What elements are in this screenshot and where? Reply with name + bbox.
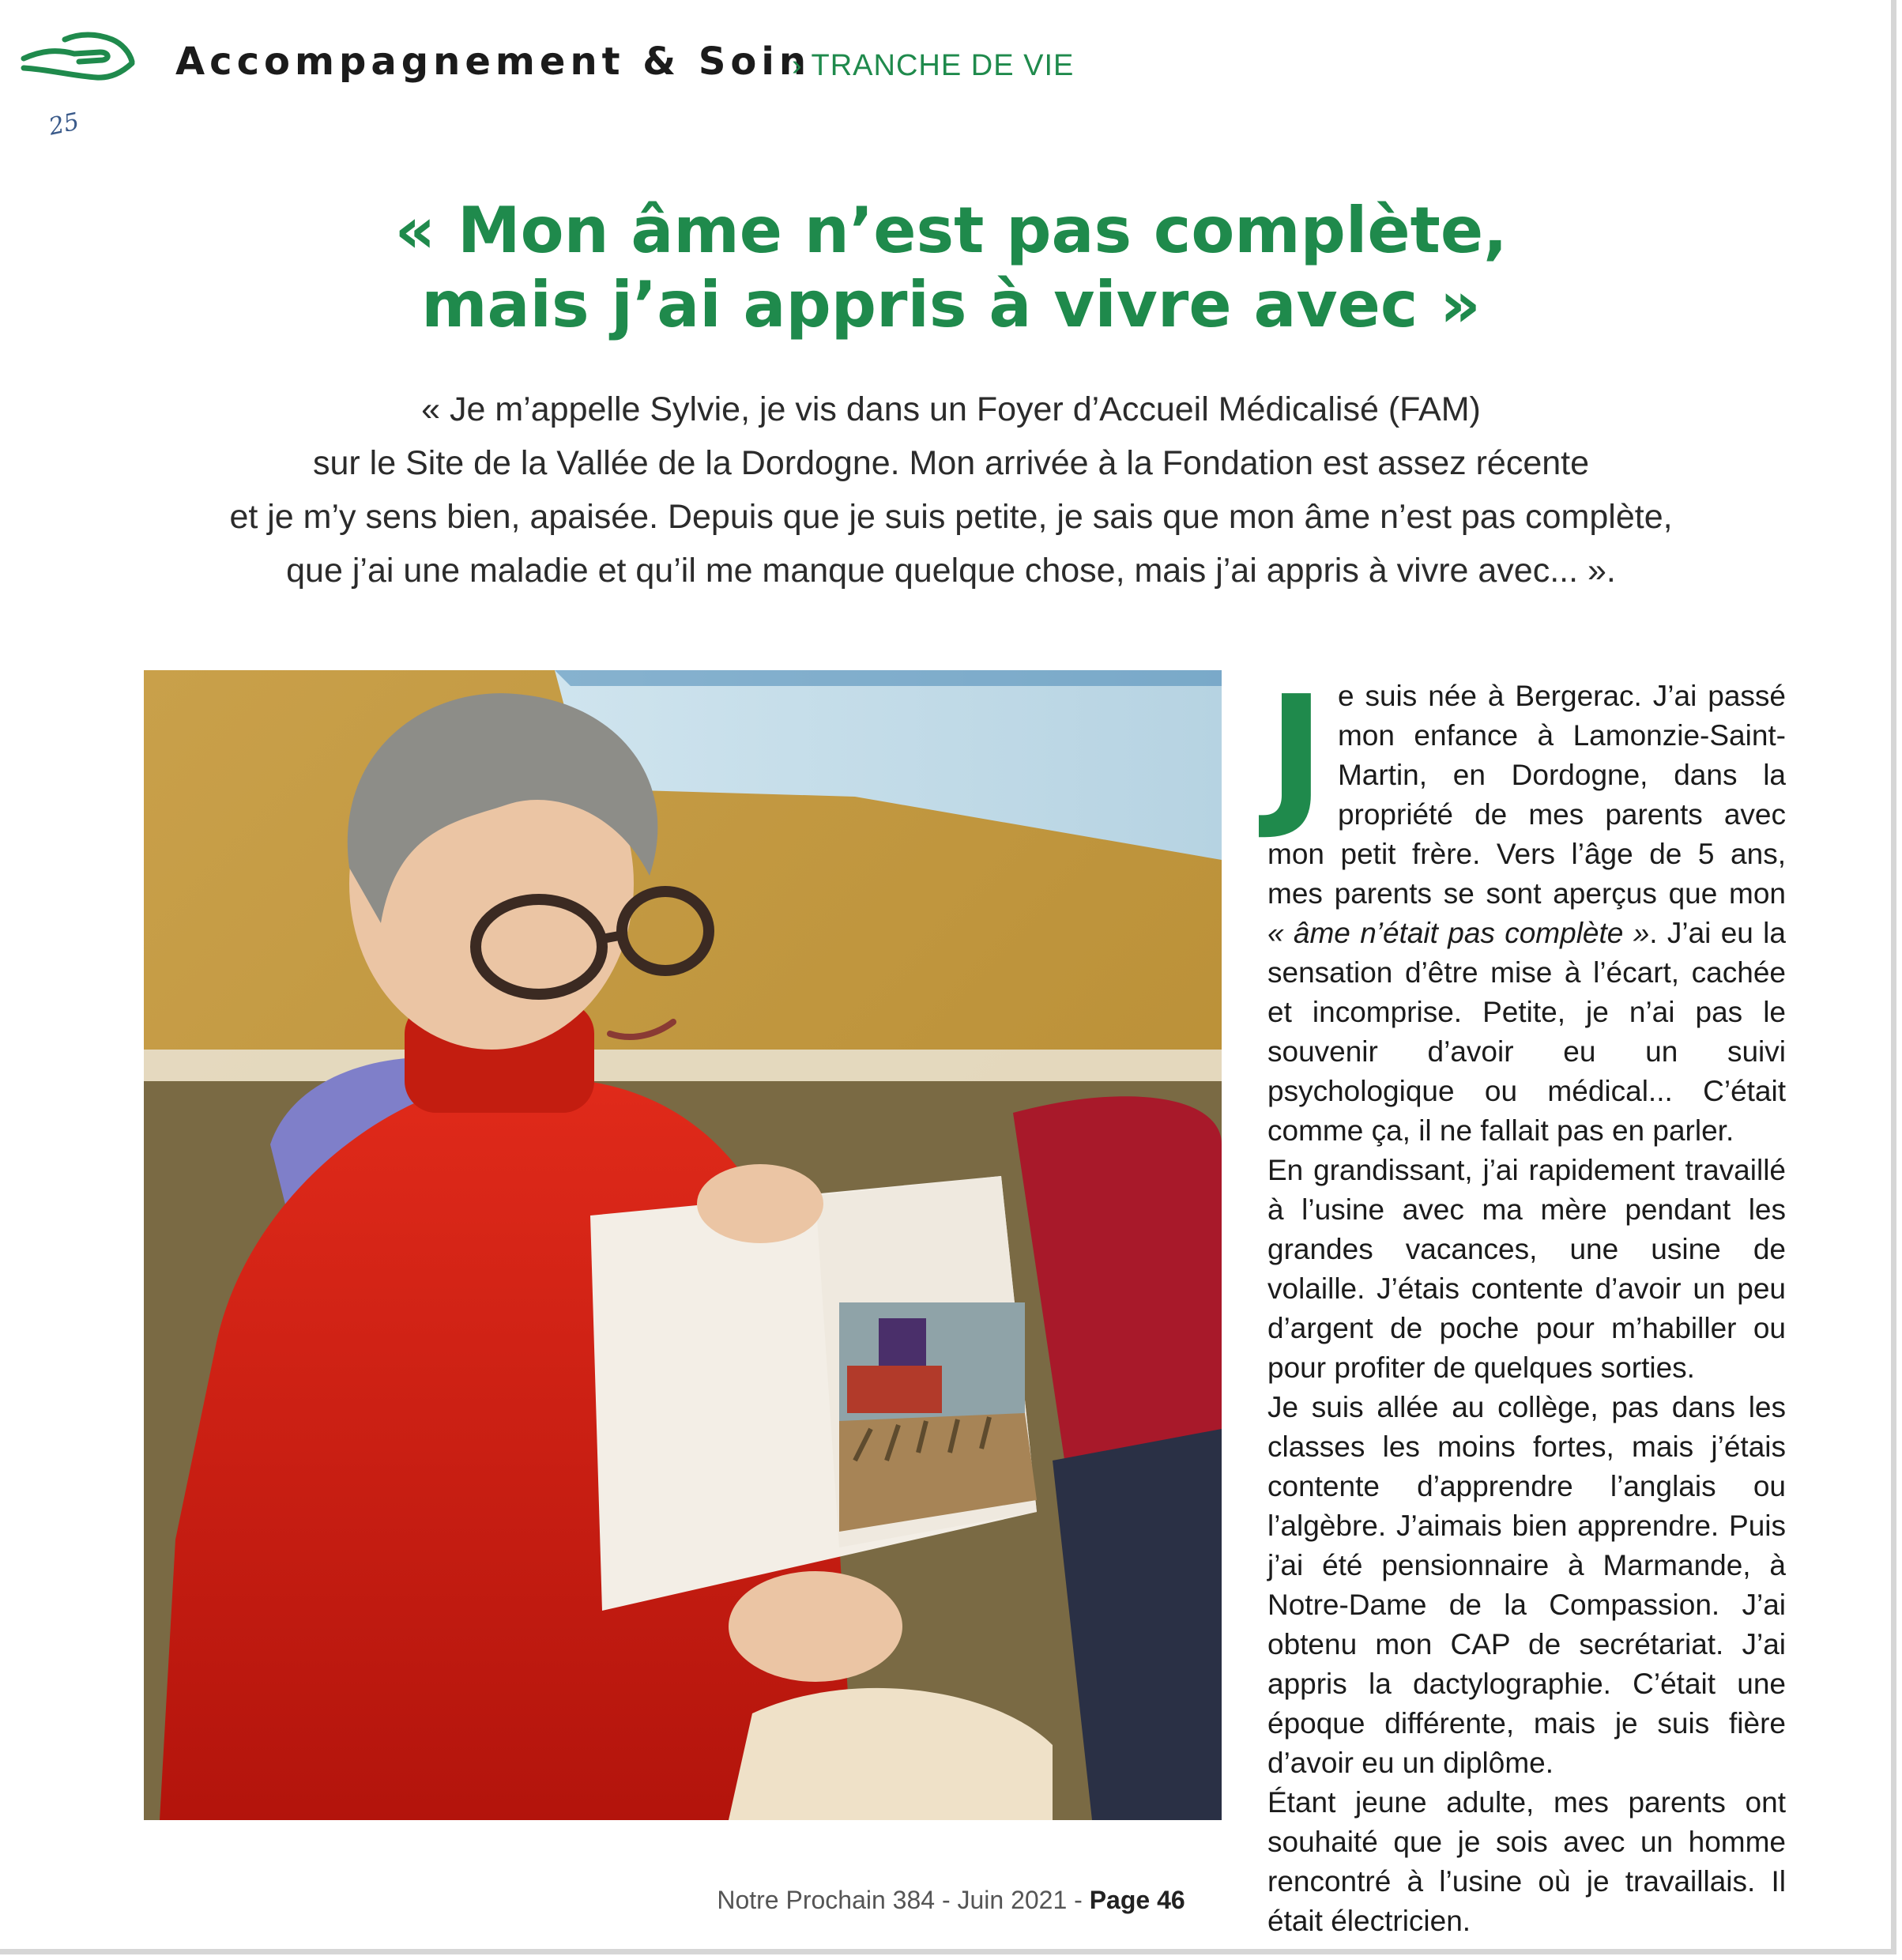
section-title: Accompagnement & Soin [175,40,812,84]
lead-line-3: et je m’y sens bien, apaisée. Depuis que je suis petite, je sais que mon âme n’est pas complète, [229,498,1673,536]
drop-cap: J [1267,663,1325,843]
paragraph-1-end: . J’ai eu la sensation d’être mise à l’écart, cachée et incomprise. Petite, je n’ai pas le souvenir d’avoir eu un suivi psychologique ou médical... C’était comme ça, il ne fallait pas en parler. [1267,917,1786,1147]
article-paragraph-2: En grandissant, j’ai rapidement travaillé à l’usine avec ma mère pendant les grandes vacances, une usine de volaille. J’étais contente d’avoir un peu d’argent de poche pour m’habiller ou pour profiter de quelques sorties. [1267,1154,1786,1384]
article-photo [144,670,1222,1820]
lead-line-2: sur le Site de la Vallée de la Dordogne. Mon arrivée à la Fondation est assez récente [312,444,1590,482]
headline-line-1: « Mon âme n’est pas complète, [394,194,1508,267]
page-footer [0,1886,1902,1915]
section-subtitle: › TRANCHE DE VIE [792,49,1075,82]
photo-illustration [144,670,1222,1820]
hand-logo-icon [17,28,136,92]
article-body [1267,663,1786,1941]
paragraph-1-quote: « âme n’était pas complète » [1267,917,1650,949]
article-lead [0,383,1902,597]
footer-page-number: Page 46 [1089,1886,1185,1914]
lead-line-1: « Je m’appelle Sylvie, je vis dans un Foyer d’Accueil Médicalisé (FAM) [421,390,1481,428]
article-paragraph-3: Je suis allée au collège, pas dans les classes les moins fortes, mais j’étais contente d’apprendre l’anglais ou l’algèbre. J’aimais bien apprendre. Puis j’ai été pensionnaire à Marmande, à Notre-Dame de la Compassion. J’ai obtenu mon CAP de secrétariat. J’ai appris la dactylographie. C’était une époque différente, mais je suis fière d’avoir eu un diplôme. [1267,1391,1786,1779]
lead-line-4: que j’ai une maladie et qu’il me manque quelque chose, mais j’ai appris à vivre avec... ». [286,552,1616,590]
article-paragraph-4: Étant jeune adulte, mes parents ont souhaité que je sois avec un homme rencontré à l’usine où je travaillais. Il était électricien. [1267,1786,1786,1937]
article-paragraph-1 [1267,663,1786,1151]
headline-line-2: mais j’ai appris à vivre avec » [421,268,1481,341]
handwritten-note: 25 [46,107,82,141]
article-headline [0,194,1902,342]
paragraph-1-start: e suis née à Bergerac. J’ai passé mon enfance à Lamonzie-Saint-Martin, en Dordogne, dans la propriété de mes parents avec mon petit frère. Vers l’âge de 5 ans, mes parents se sont aperçus que mon [1267,680,1786,910]
footer-publication: Notre Prochain 384 - Juin 2021 - [717,1886,1090,1914]
